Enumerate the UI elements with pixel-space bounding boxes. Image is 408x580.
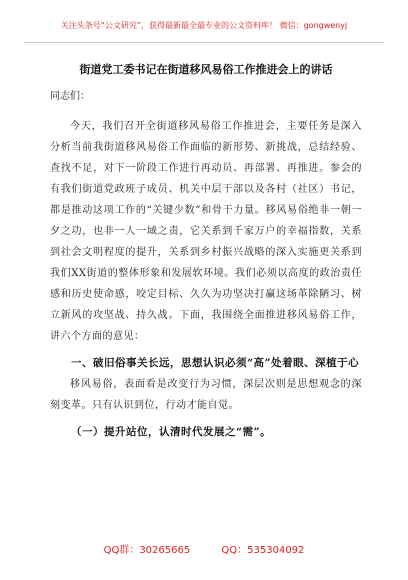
footer-qq-group: QQ群：30265665 [103, 545, 191, 556]
footer-qq-number: QQ：535304092 [221, 545, 305, 556]
section-1-heading: 一、破旧俗事关长远，思想认识必须“高”处着眼、深植于心 [71, 357, 360, 369]
section-1-paragraph: 移风易俗，表面看是改变行为习惯，深层次则是思想观念的深刻变革。只有认识到位，行动才能自觉。 [50, 379, 362, 411]
page-header [24, 20, 384, 43]
page-footer [0, 544, 408, 558]
salutation: 同志们： [50, 91, 90, 102]
header-promo-text: 关注头条号“公文研究”，获得最新最全最专业的公文资料库！ 微信：gongwenyj [60, 21, 348, 30]
document-title: 街道党工委书记在街道移风易俗工作推进会上的讲话 [79, 63, 333, 76]
document-body [50, 62, 362, 443]
subsection-1-heading: （一）提升站位，认清时代发展之“需”。 [71, 426, 272, 438]
intro-paragraph: 今天，我们召开全街道移风易俗工作推进会，主要任务是深入分析当前我街道移风易俗工作面临的新形势、新挑战，总结经验、查找不足，对下一阶段工作进行再动员、再部署、再推进。参会的有我们街道党政班子成员、机关中层干部以及各村（社区）书记，都是推动这项工作的“关键少数”和骨干力量。移风易俗绝非一朝一夕之功，也非一人一域之责，它关系到千家万户的幸福指数，关系到社会文明程度的提升，关系到乡村振兴战略的深入实施更关系到我们XX街道的整体形象和发展软环境。我们必须以高度的政治责任感和历史使命感，咬定目标、久久为功坚决打赢这场革除陋习、树立新风的攻坚战、持久战。下面，我围绕全面推进移风易俗工作，讲六个方面的意见： [50, 121, 362, 342]
